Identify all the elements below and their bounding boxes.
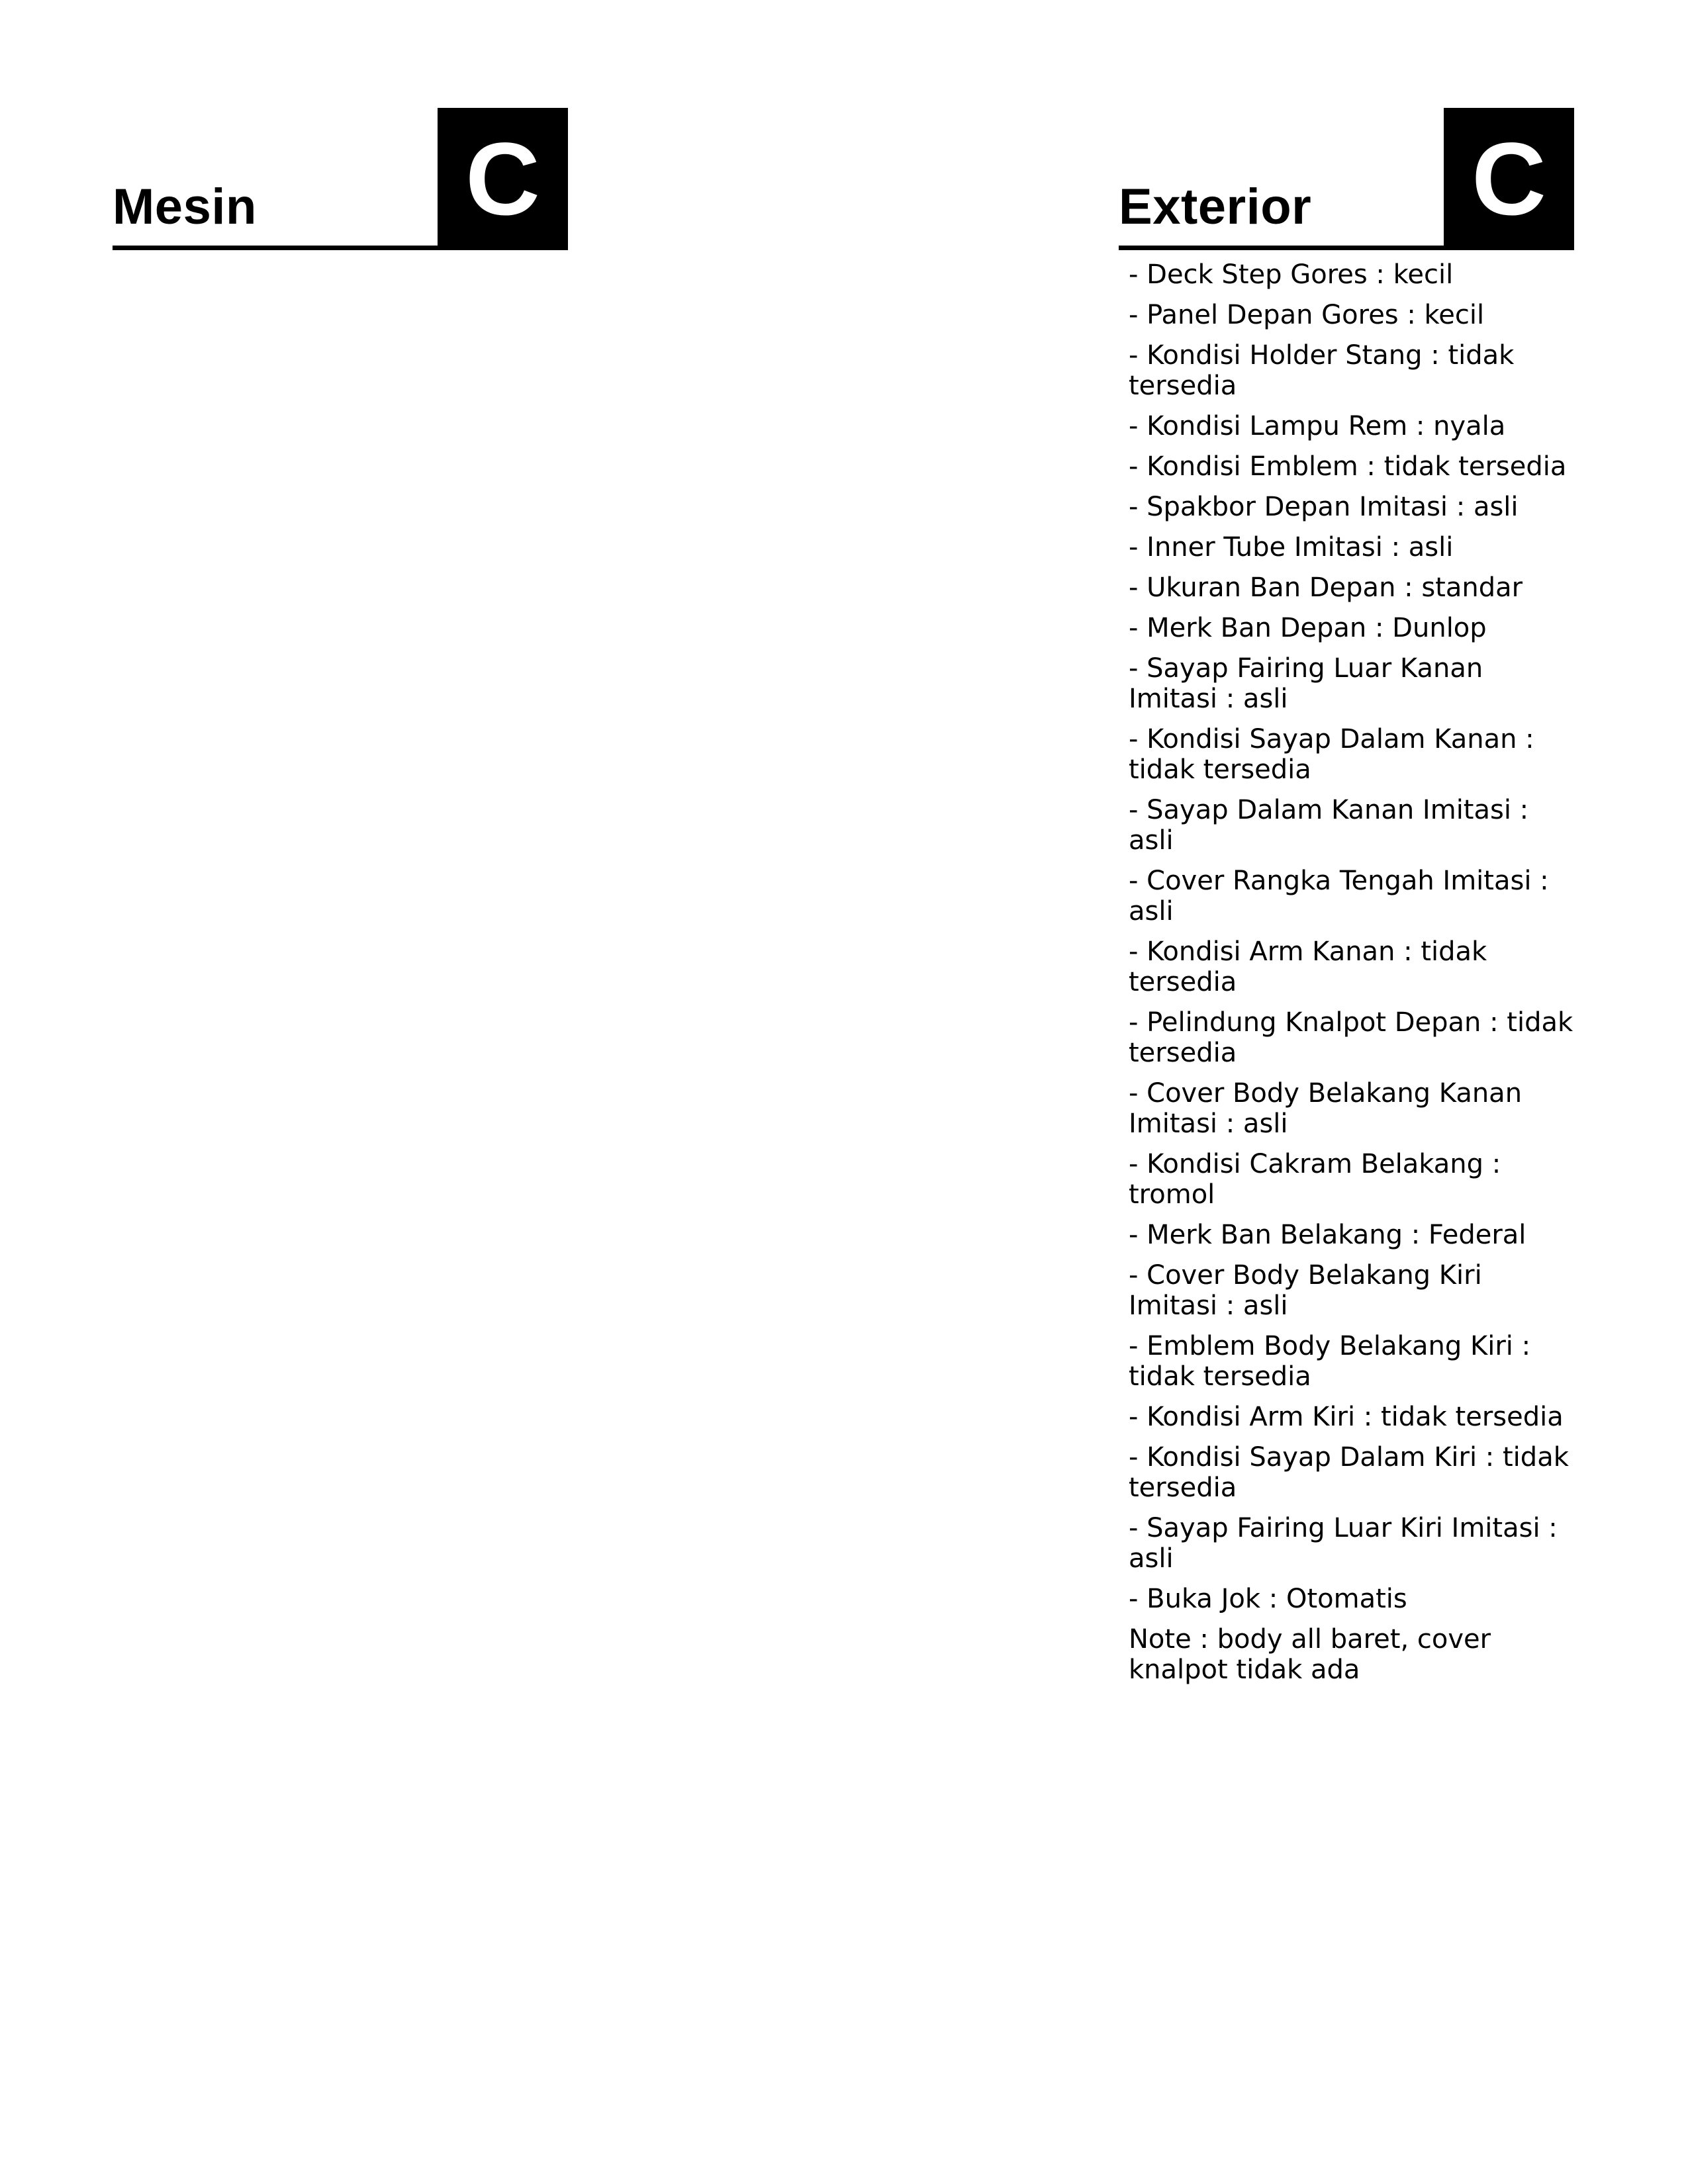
mesin-title: Mesin bbox=[113, 179, 257, 235]
exterior-title: Exterior bbox=[1119, 179, 1312, 235]
list-item: - Sayap Fairing Luar Kiri Imitasi : asli bbox=[1129, 1513, 1558, 1574]
list-item: - Inner Tube Imitasi : asli bbox=[1129, 532, 1454, 563]
exterior-header bbox=[1119, 108, 1574, 250]
exterior-note: Note : body all baret, cover knalpot tidak ada bbox=[1129, 1624, 1491, 1685]
list-item: - Panel Depan Gores : kecil bbox=[1129, 300, 1485, 330]
list-item: - Merk Ban Depan : Dunlop bbox=[1129, 613, 1487, 643]
mesin-header bbox=[113, 108, 568, 250]
list-item: - Kondisi Sayap Dalam Kiri : tidak tersedia bbox=[1129, 1442, 1569, 1503]
exterior-grade-badge: C bbox=[1444, 108, 1574, 246]
list-item: - Sayap Fairing Luar Kanan Imitasi : asli bbox=[1129, 653, 1483, 714]
list-item: - Ukuran Ban Depan : standar bbox=[1129, 572, 1523, 603]
list-item: - Cover Body Belakang Kiri Imitasi : asli bbox=[1129, 1260, 1482, 1321]
mesin-section bbox=[113, 108, 568, 250]
list-item: - Kondisi Sayap Dalam Kanan : tidak tersedia bbox=[1129, 724, 1534, 785]
list-item: - Merk Ban Belakang : Federal bbox=[1129, 1220, 1526, 1250]
list-item: - Kondisi Arm Kanan : tidak tersedia bbox=[1129, 936, 1487, 997]
list-item: - Spakbor Depan Imitasi : asli bbox=[1129, 492, 1519, 522]
list-item: - Cover Rangka Tengah Imitasi : asli bbox=[1129, 866, 1549, 927]
list-item: - Kondisi Cakram Belakang : tromol bbox=[1129, 1149, 1501, 1210]
list-item: - Kondisi Holder Stang : tidak tersedia bbox=[1129, 340, 1515, 401]
list-item: - Deck Step Gores : kecil bbox=[1129, 259, 1454, 290]
list-item: - Kondisi Lampu Rem : nyala bbox=[1129, 411, 1506, 441]
list-item: - Kondisi Arm Kiri : tidak tersedia bbox=[1129, 1402, 1564, 1432]
list-item: - Sayap Dalam Kanan Imitasi : asli bbox=[1129, 795, 1529, 856]
mesin-grade-badge: C bbox=[438, 108, 568, 246]
list-item: - Buka Jok : Otomatis bbox=[1129, 1584, 1407, 1614]
list-item: - Kondisi Emblem : tidak tersedia bbox=[1129, 451, 1567, 482]
exterior-item-list bbox=[1119, 259, 1574, 1614]
list-item: - Cover Body Belakang Kanan Imitasi : asli bbox=[1129, 1078, 1523, 1139]
exterior-section bbox=[1119, 108, 1574, 1685]
list-item: - Pelindung Knalpot Depan : tidak tersedia bbox=[1129, 1007, 1573, 1068]
list-item: - Emblem Body Belakang Kiri : tidak tersedia bbox=[1129, 1331, 1531, 1392]
